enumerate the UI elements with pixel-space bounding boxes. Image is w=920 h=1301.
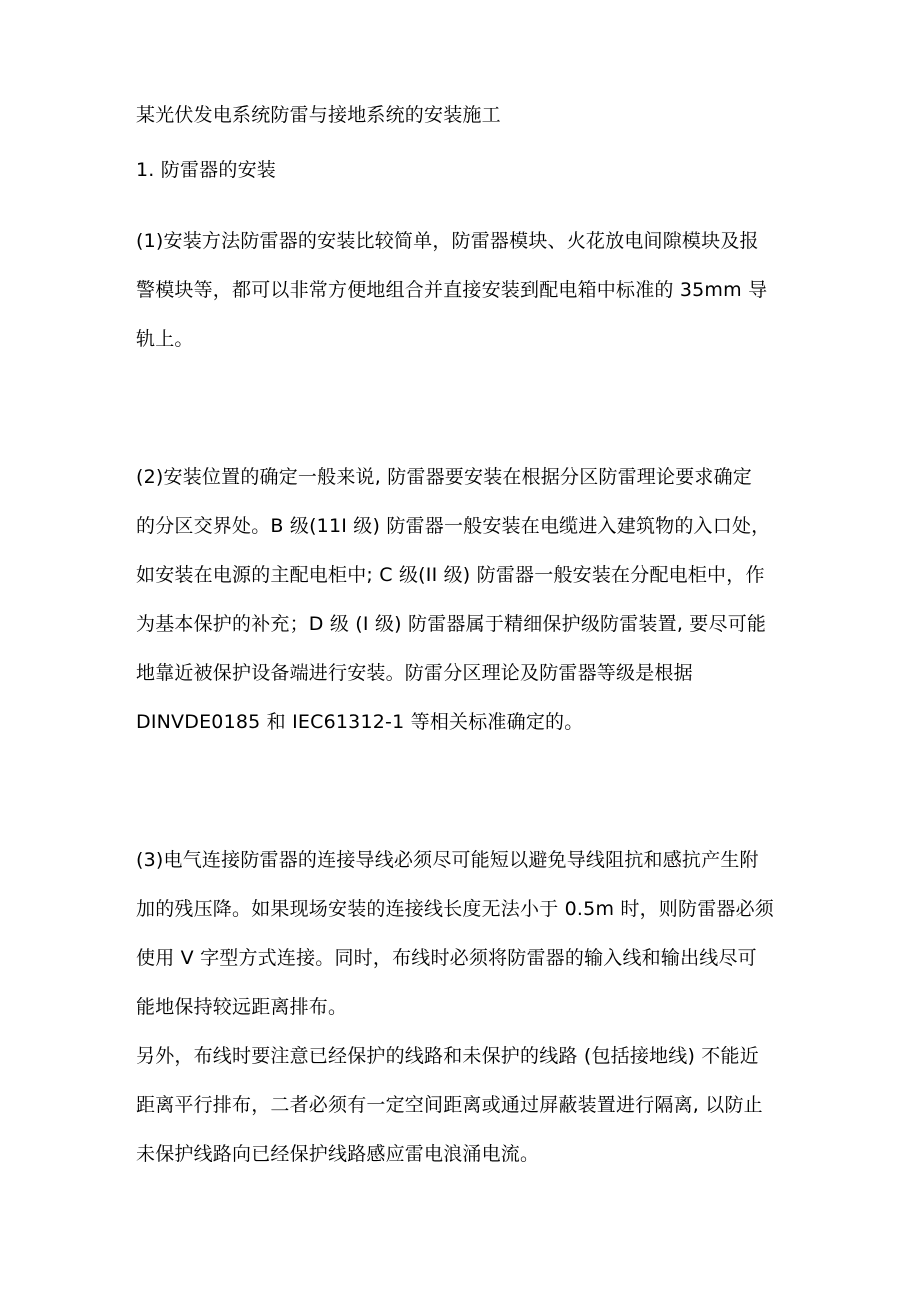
paragraph-1-line-1: (1)安装方法防雷器的安装比较简单，防雷器模块、火花放电间隙模块及报: [136, 230, 759, 252]
paragraph-4-line-2: 距离平行排布，二者必须有一定空间距离或通过屏蔽装置进行隔离, 以防止: [136, 1094, 763, 1116]
paragraph-3-line-2: 加的残压降。如果现场安装的连接线长度无法小于 0.5m 时，则防雷器必须: [136, 898, 775, 920]
paragraph-3-line-3: 使用 V 字型方式连接。同时，布线时必须将防雷器的输入线和输出线尽可: [136, 947, 757, 969]
paragraph-4-line-1: 另外，布线时要注意已经保护的线路和未保护的线路 (包括接地线) 不能近: [136, 1045, 759, 1067]
paragraph-4-line-3: 未保护线路向已经保护线路感应雷电浪涌电流。: [136, 1143, 540, 1165]
paragraph-1-line-3: 轨上。: [136, 328, 194, 350]
paragraph-2-line-6: DINVDE0185 和 IEC61312-1 等相关标准确定的。: [136, 711, 584, 733]
paragraph-2-line-1: (2)安装位置的确定一般来说, 防雷器要安装在根据分区防雷理论要求确定: [136, 466, 752, 488]
paragraph-3-line-1: (3)电气连接防雷器的连接导线必须尽可能短以避免导线阻抗和感抗产生附: [136, 849, 759, 871]
paragraph-2-line-5: 地靠近被保护设备端进行安装。防雷分区理论及防雷器等级是根据: [136, 662, 693, 684]
document-title: 某光伏发电系统防雷与接地系统的安装施工: [136, 104, 501, 126]
paragraph-2-line-2: 的分区交界处。B 级(11I 级) 防雷器一般安装在电缆进入建筑物的入口处，: [136, 515, 771, 537]
paragraph-2-line-4: 为基本保护的补充；D 级 (I 级) 防雷器属于精细保护级防雷装置, 要尽可能: [136, 613, 767, 635]
paragraph-2-line-3: 如安装在电源的主配电柜中; C 级(II 级) 防雷器一般安装在分配电柜中，作: [136, 564, 765, 586]
paragraph-1-line-2: 警模块等，都可以非常方便地组合并直接安装到配电箱中标准的 35mm 导: [136, 279, 768, 301]
paragraph-3-line-4: 能地保持较远距离排布。: [136, 996, 348, 1018]
section-heading: 1. 防雷器的安装: [136, 159, 276, 181]
